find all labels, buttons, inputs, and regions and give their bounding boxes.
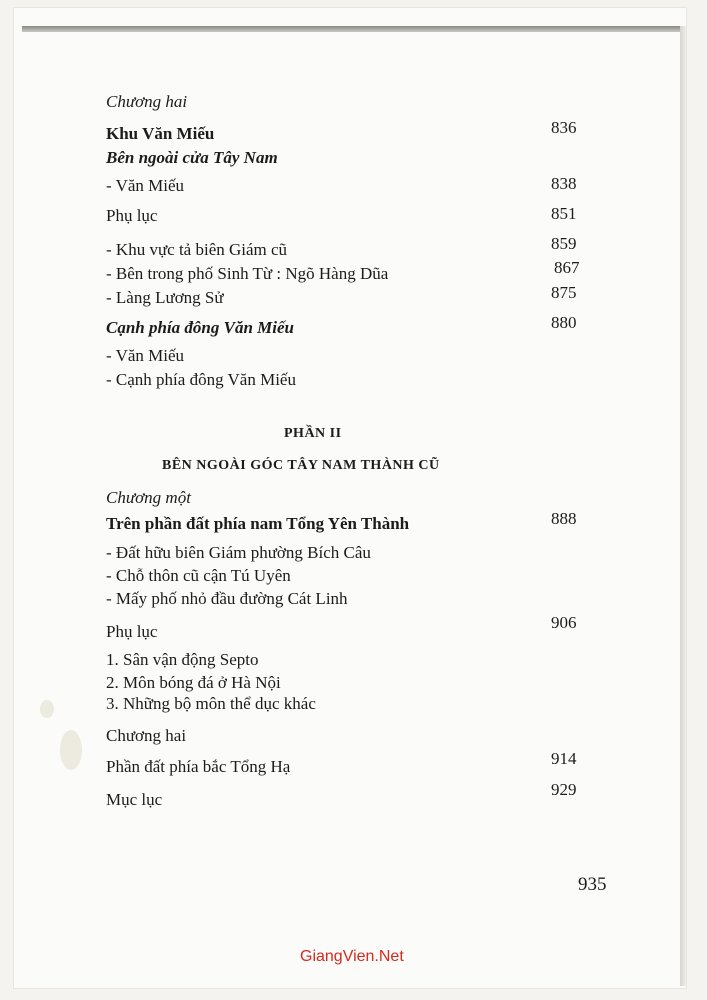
toc-entry: - Mấy phố nhỏ đầu đường Cát Linh <box>106 589 348 608</box>
toc-entry: - Chỗ thôn cũ cận Tú Uyên <box>106 566 291 585</box>
toc-page-number: 838 <box>551 174 577 193</box>
part-title: BÊN NGOÀI GÓC TÂY NAM THÀNH CŨ <box>162 458 440 473</box>
toc-page-number: 906 <box>551 613 577 632</box>
toc-entry: Phần đất phía bắc Tổng Hạ <box>106 757 291 776</box>
toc-page-number: 859 <box>551 234 577 253</box>
toc-entry: - Bên trong phố Sinh Từ : Ngõ Hàng Dũa <box>106 264 389 283</box>
toc-page-number: 875 <box>551 283 577 302</box>
toc-entry: 3. Những bộ môn thể dục khác <box>106 694 316 713</box>
toc-entry: - Làng Lương Sử <box>106 288 224 307</box>
toc-subsection-title: Cạnh phía đông Văn Miếu <box>106 318 295 337</box>
toc-page-number: 929 <box>551 780 577 799</box>
toc-entry: - Cạnh phía đông Văn Miếu <box>106 370 296 389</box>
toc-entry: 1. Sân vận động Septo <box>106 650 259 669</box>
toc-entry: Phụ lục <box>106 206 158 225</box>
toc-subsection-title: Bên ngoài cửa Tây Nam <box>106 148 278 167</box>
toc-page-number: 867 <box>554 258 580 277</box>
toc-chapter-heading: Chương một <box>106 488 191 507</box>
toc-entry: Phụ lục <box>106 622 158 641</box>
toc-page-number: 914 <box>551 749 577 768</box>
paper-stain <box>40 700 54 718</box>
toc-entry: 2. Môn bóng đá ở Hà Nội <box>106 673 281 692</box>
scan-right-edge <box>680 26 686 986</box>
toc-entry: - Văn Miếu <box>106 176 185 195</box>
paper-stain <box>60 730 82 770</box>
part-heading: PHẦN II <box>284 426 342 441</box>
toc-entry: Mục lục <box>106 790 163 809</box>
watermark: GiangVien.Net <box>300 948 404 965</box>
toc-entry: - Văn Miếu <box>106 346 185 365</box>
toc-chapter-heading: Chương hai <box>106 726 187 745</box>
toc-entry: - Khu vực tả biên Giám cũ <box>106 240 288 259</box>
scan-top-edge <box>22 26 682 32</box>
toc-page-number: 880 <box>551 313 577 332</box>
toc-section-title: Khu Văn Miếu <box>106 124 215 143</box>
toc-page-number: 851 <box>551 204 577 223</box>
toc-page-number: 888 <box>551 509 577 528</box>
toc-entry: - Đất hữu biên Giám phường Bích Câu <box>106 543 371 562</box>
toc-section-title: Trên phần đất phía nam Tổng Yên Thành <box>106 514 410 533</box>
page-number: 935 <box>578 874 607 895</box>
toc-chapter-heading: Chương hai <box>106 92 188 111</box>
toc-page-number: 836 <box>551 118 577 137</box>
